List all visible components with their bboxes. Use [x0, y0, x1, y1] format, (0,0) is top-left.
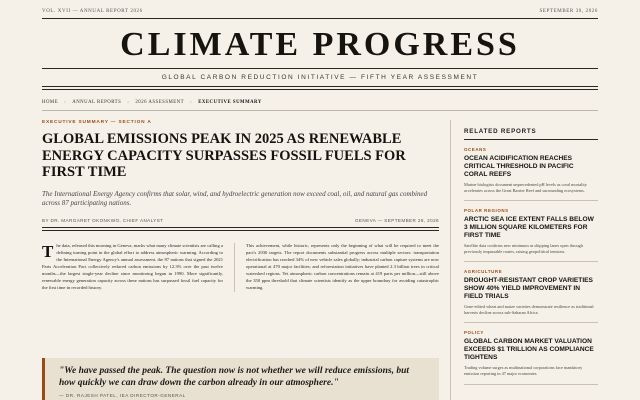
column-divider	[450, 120, 451, 400]
breadcrumb-separator: ›	[127, 100, 130, 105]
report-category: POLAR REGIONS	[464, 208, 509, 214]
divider	[42, 227, 439, 228]
breadcrumb-home[interactable]: HOME	[42, 100, 59, 105]
divider	[42, 89, 598, 90]
report-summary: Trading volume surges as multinational corporations face mandatory emission reporting in 47 major economies.	[464, 365, 583, 377]
body-column-2: This achievement, while historic, represents only the beginning of what will be required to meet the pact's 2030 targets. The report documents substantial progress across multiple sectors: transportation electrification has reached 34% of new vehicle sales globally; industrial carbon capture systems are now operational at 470 major facilities; and reforestation initiatives have planted 2.3 billion trees in critical watershed regions. Yet atmospheric carbon concentrations remain at 419 parts per million—still above the 350 ppm threshold that climate scientists identify as the upper boundary for avoiding catastrophic warming.	[246, 243, 439, 290]
top-info-bar	[42, 9, 598, 14]
sidebar-title: RELATED REPORTS	[464, 128, 537, 135]
report-title-link[interactable]: DROUGHT-RESISTANT CROP VARIETIES SHOW 40% YIELD IMPROVEMENT IN FIELD TRIALS	[464, 277, 593, 301]
related-report-item[interactable]	[464, 201, 598, 262]
divider	[42, 230, 439, 231]
report-summary: Marine biologists document unprecedented pH levels as coral mortality accelerates across the Great Barrier Reef and surrounding ecosystems.	[464, 181, 587, 193]
report-category: POLICY	[464, 330, 484, 336]
drop-cap: T	[42, 242, 54, 262]
body-column-1	[42, 243, 235, 292]
quote-attribution: — DR. RAJESH PATEL, IEA DIRECTOR-GENERAL	[59, 393, 186, 399]
byline: BY DR. MARGARET OKONKWO, CHIEF ANALYST	[42, 218, 164, 224]
main-article	[42, 120, 439, 292]
breadcrumb	[42, 100, 262, 105]
section-label[interactable]: EXECUTIVE SUMMARY — SECTION A	[42, 120, 152, 125]
related-report-item[interactable]	[464, 262, 598, 323]
related-report-item[interactable]	[464, 323, 598, 384]
report-summary: Gene-edited wheat and maize varieties demonstrate resilience as traditional harvests decline across sub-Saharan Africa.	[464, 304, 594, 316]
report-category: AGRICULTURE	[464, 269, 503, 275]
divider	[42, 86, 598, 87]
article-body	[42, 243, 439, 292]
related-report-item[interactable]	[464, 140, 598, 201]
divider	[42, 110, 598, 111]
breadcrumb-separator: ›	[64, 100, 67, 105]
report-summary: Satellite data confirms new minimum as shipping lanes open through previously impassable routes, raising geopolitical tensions.	[464, 242, 583, 255]
site-title[interactable]: CLIMATE PROGRESS	[120, 26, 520, 63]
report-category: OCEANS	[464, 147, 487, 152]
quote-text: "We have passed the peak. The question now is not whether we will reduce emissions, but how quickly we can draw down the carbon already in our atmosphere."	[59, 366, 410, 388]
article-deck: The International Energy Agency confirms that solar, wind, and hydroelectric generation now exceed coal, oil, and natural gas combined across 87 participating nations.	[42, 189, 428, 208]
related-reports-sidebar	[464, 128, 598, 385]
byline-row	[42, 218, 439, 223]
breadcrumb-annual-reports[interactable]: ANNUAL REPORTS	[72, 100, 122, 105]
masthead	[42, 18, 598, 90]
volume-label: VOL. XVII — ANNUAL REPORT 2026	[42, 9, 143, 14]
report-title-link[interactable]: ARCTIC SEA ICE EXTENT FALLS BELOW 3 MILLION SQUARE KILOMETERS FOR FIRST TIME	[464, 216, 594, 239]
site-tagline: GLOBAL CARBON REDUCTION INITIATIVE — FIFTH YEAR ASSESSMENT	[161, 74, 479, 81]
body-text: he data, released this morning in Geneva, marks what many climate scientists are calling a defining turning point in the global effort to address atmospheric warming. According to the International Energy Agency's annual assessment, the 87 nations that signed the 2021 Paris Acceleration Pact collectively reduced carbon emissions by 12.3% over the past twelve months—the largest single-year decline since monitoring began in 1990. More significantly, renewable energy generation capacity across these nations has surpassed fossil fuel capacity for the first time in recorded history.	[42, 243, 223, 290]
issue-date: SEPTEMBER 30, 2026	[539, 9, 598, 14]
breadcrumb-assessment[interactable]: 2026 ASSESSMENT	[135, 100, 185, 105]
breadcrumb-separator: ›	[190, 100, 193, 105]
pull-quote	[42, 358, 439, 400]
breadcrumb-current: EXECUTIVE SUMMARY	[198, 100, 262, 105]
report-title-link[interactable]: OCEAN ACIDIFICATION REACHES CRITICAL THRESHOLD IN PACIFIC CORAL REEFS	[464, 155, 574, 178]
article-headline: GLOBAL EMISSIONS PEAK IN 2025 AS RENEWABLE ENERGY CAPACITY SURPASSES FOSSIL FUELS FOR FIRST TIME	[42, 131, 406, 181]
dateline: GENEVA — SEPTEMBER 28, 2026	[355, 218, 439, 224]
report-title-link[interactable]: GLOBAL CARBON MARKET VALUATION EXCEEDS $1 TRILLION AS COMPLIANCE TIGHTENS	[464, 338, 594, 362]
